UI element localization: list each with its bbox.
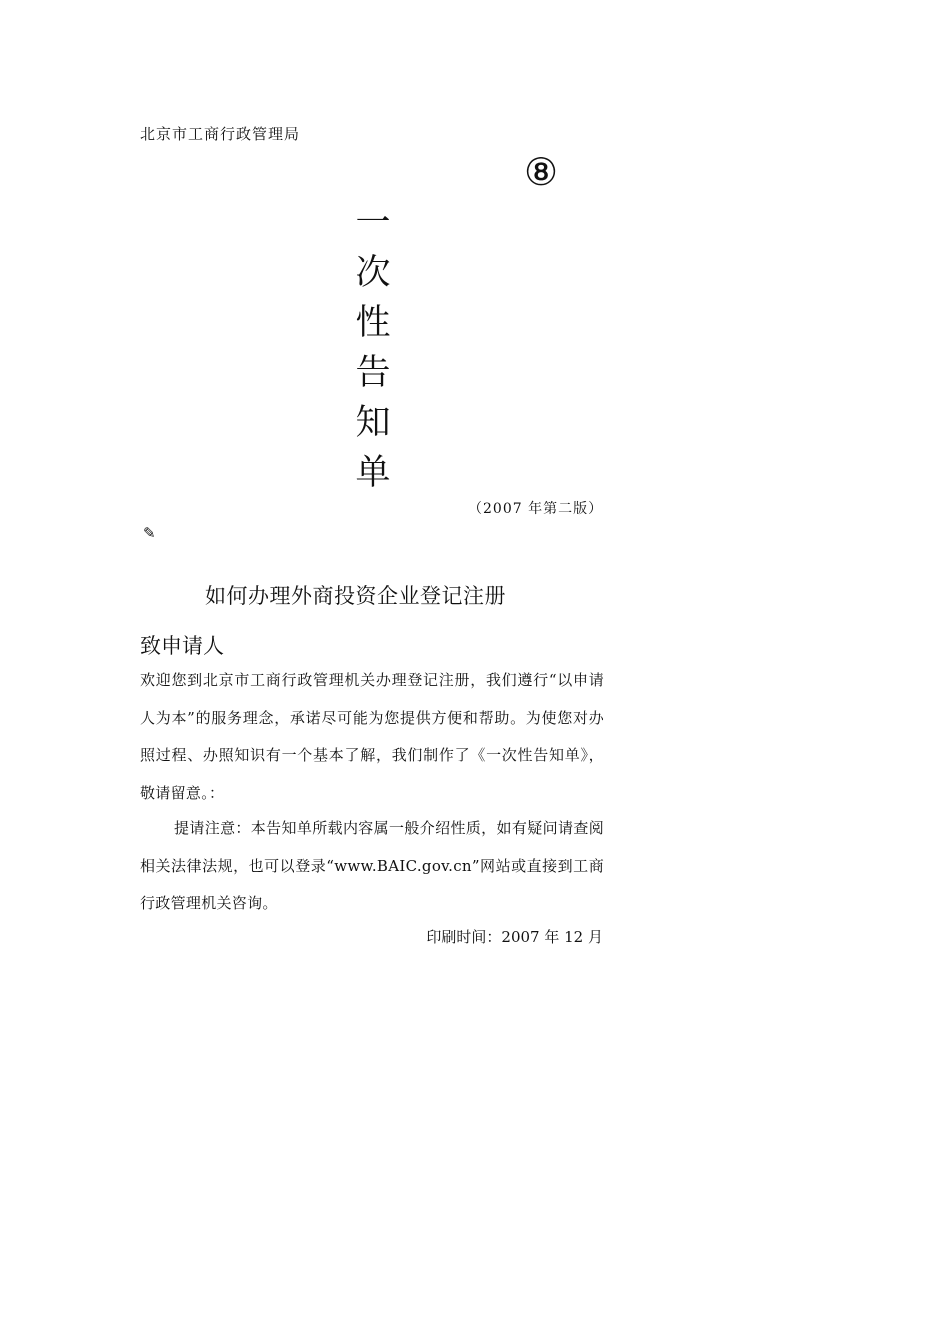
title-char: 知 (355, 403, 391, 443)
title-char: 性 (355, 303, 391, 343)
title-char: 告 (355, 353, 391, 393)
salutation: 致申请人 (140, 634, 224, 658)
document-number-mark: ⑧ (524, 150, 559, 194)
section-heading: 如何办理外商投资企业登记注册 (205, 584, 506, 608)
print-date: 印刷时间：2007 年 12 月 (426, 928, 603, 946)
edition-label: （2007 年第二版） (468, 501, 604, 517)
intro-paragraph: 欢迎您到北京市工商行政管理机关办理登记注册，我们遵行“以申请人为本”的服务理念，承诺尽可能为您提供方便和帮助。为使您对办照过程、办照知识有一个基本了解，我们制作了《一次性告知单》，敬请留意。： (140, 671, 604, 802)
vertical-title (353, 198, 393, 498)
title-char: 一 (355, 203, 391, 243)
title-char: 次 (355, 253, 391, 293)
notice-paragraph: 提请注意：本告知单所载内容属一般介绍性质，如有疑问请查阅相关法律法规，也可以登录“www.BAIC.gov.cn”网站或直接到工商行政管理机关咨询。 (140, 819, 604, 912)
decorative-mark-icon: ✎ (143, 524, 156, 542)
issuing-agency: 北京市工商行政管理局 (140, 125, 301, 143)
title-char: 单 (355, 453, 391, 493)
